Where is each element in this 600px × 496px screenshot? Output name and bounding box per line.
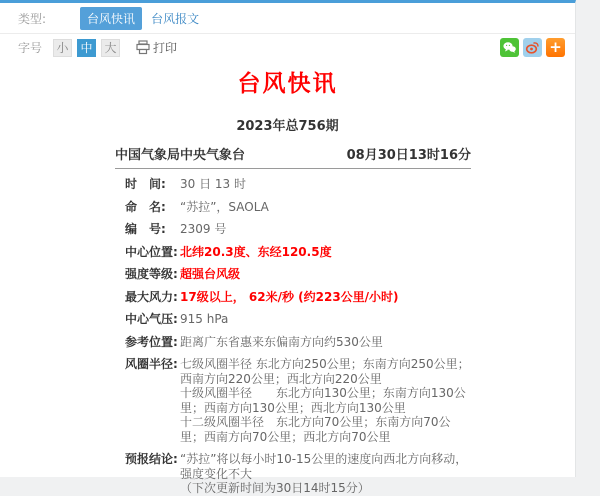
wechat-bubbles-glyph [503,42,516,53]
type-filter-bar [0,3,575,34]
weibo-share-icon[interactable] [523,38,542,57]
issue-datetime: 08月30日13时16分 [346,148,471,163]
field-label: 参考位置: [125,334,178,349]
field-value [180,335,471,350]
fontsize-button-0[interactable]: 小 [53,39,72,57]
fontsize-button-1[interactable]: 中 [77,39,96,57]
bulletin-field-row [125,452,471,496]
field-value-line: 30 日 13 时 [180,177,246,191]
field-value-line: 17级以上， 62米/秒 (约223公里/小时) [180,289,399,304]
field-value [180,200,471,215]
field-label: 命 名: [125,199,166,214]
field-value [180,267,471,282]
field-label: 时 间: [125,177,166,191]
field-value [180,245,471,260]
field-label: 最大风力: [125,289,178,304]
bulletin-field-row [125,335,471,350]
field-label: 强度等级: [125,267,178,281]
field-value-line: 超强台风级 [180,267,241,281]
field-value-line: 2309 号 [180,222,227,236]
field-label: 风圈半径: [125,357,178,371]
field-value-line: 北纬20.3度、东经120.5度 [180,244,332,259]
bulletin-title: 台风快讯 [237,71,338,97]
field-value-line: 七级风圈半径 东北方向250公里；东南方向250公里；西南方向220公里；西北方向220公里 [180,357,470,386]
field-value [180,290,471,305]
bulletin-field-row [125,177,471,192]
fontsize-buttons [48,39,120,57]
more-share-icon[interactable]: + [546,38,565,57]
printer-icon [136,41,150,54]
tab-typhoon-news[interactable]: 台风快讯 [80,7,142,30]
toolbar [0,34,575,61]
field-value-line: “苏拉”将以每小时10-15公里的速度向西北方向移动，强度变化不大 [180,452,468,481]
bulletin-field-row [125,267,471,282]
bulletin-field-row [125,200,471,215]
type-label: 类型: [18,11,47,26]
issue-number: 2023年总756期 [236,119,339,134]
field-label: 预报结论: [125,452,178,466]
field-value-line: 十二级风圈半径 东北方向70公里；东南方向70公里；西南方向70公里；西北方向70公里 [180,415,451,444]
field-value [180,312,471,327]
fontsize-label: 字号 [18,41,43,55]
wechat-share-icon[interactable] [500,38,519,57]
field-value-line: 915 hPa [180,312,229,326]
bulletin-field-row [125,357,471,444]
bulletin-field-row [125,290,471,305]
bulletin-field-row [125,222,471,237]
fontsize-button-2[interactable]: 大 [101,39,120,57]
field-value-line: （下次更新时间为30日14时15分） [180,481,370,495]
field-value [180,357,471,444]
field-label: 编 号: [125,222,166,236]
type-tabs [80,7,208,30]
field-value [180,177,471,192]
field-value [180,222,471,237]
field-value-line: 距离广东省惠来东偏南方向约530公里 [180,334,383,349]
share-buttons [496,38,565,57]
print-label: 打印 [153,41,178,55]
field-value [180,452,471,496]
field-value-line: “苏拉”，SAOLA [180,199,269,214]
print-button[interactable] [136,39,177,56]
field-label: 中心气压: [125,312,178,326]
tab-typhoon-message[interactable]: 台风报文 [151,11,200,26]
bulletin-header [115,144,471,169]
bulletin-field-row [125,312,471,327]
bulletin-content [115,144,471,496]
bulletin-fields [115,177,471,496]
field-label: 中心位置: [125,244,178,259]
weibo-eye-glyph [526,41,539,54]
bulletin-field-row [125,245,471,260]
field-value-line: 十级风圈半径 东北方向130公里；东南方向130公里；西南方向130公里；西北方向130公里 [180,386,466,415]
agency-name: 中国气象局中央气象台 [115,148,246,163]
